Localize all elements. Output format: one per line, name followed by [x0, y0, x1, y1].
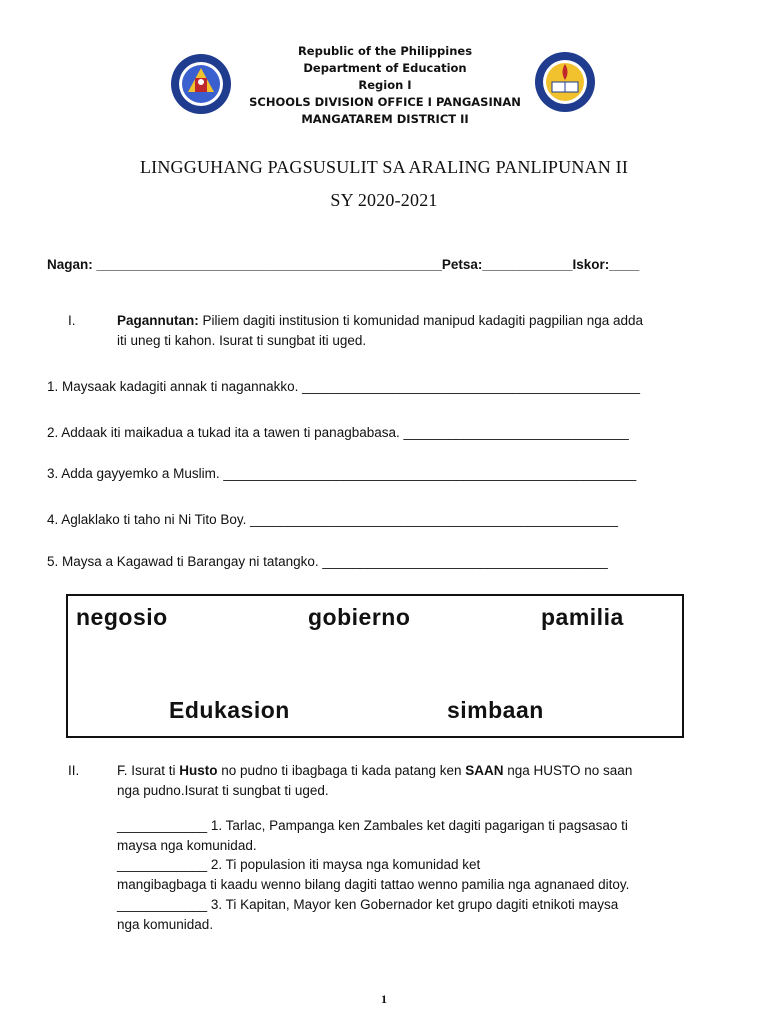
true-false-item-3[interactable]	[117, 895, 717, 935]
header-republic: Republic of the Philippines	[297, 44, 473, 58]
question-item-3[interactable]: 3. Adda gayyemko a Muslim. _______________________________________________________	[47, 466, 637, 481]
tf1-line-a: ____________ 1. Tarlac, Pampanga ken Zambales ket dagiti pagarigan ti pagsasao ti	[117, 818, 628, 833]
true-false-item-1[interactable]	[117, 816, 717, 856]
choice-pamilia: pamilia	[541, 604, 624, 630]
question-item-1[interactable]: 1. Maysaak kadagiti annak ti nagannakko. _____________________________________________	[47, 379, 641, 394]
section1-numeral: I.	[68, 313, 76, 328]
tf2-line-a: ____________ 2. Ti populasion iti maysa nga komunidad ket	[117, 857, 481, 872]
section1-instruction-text-2: iti uneg ti kahon. Isurat ti sungbat iti uged.	[117, 333, 367, 348]
student-info-line[interactable]: Nagan: ______________________________________________Petsa:____________Iskor:____	[47, 257, 640, 272]
section1-instruction-text: Piliem dagiti institusion ti komunidad manipud kadagiti pagpilian nga adda	[198, 313, 644, 328]
page-number: 1	[381, 992, 387, 1006]
tf2-line-b: mangibagbaga ti kaadu wenno bilang dagiti tattao wenno pamilia nga agnanaed ditoy.	[117, 877, 630, 892]
section1-label: Pagannutan:	[117, 313, 199, 328]
section2-line2: nga pudno.Isurat ti sungbat ti uged.	[117, 783, 329, 798]
question-item-2[interactable]: 2. Addaak iti maikadua a tukad ita a tawen ti panagbabasa. ______________________________	[47, 425, 629, 440]
school-year: SY 2020-2021	[330, 190, 438, 210]
choice-edukasion: Edukasion	[169, 697, 290, 723]
choices-box	[66, 594, 684, 738]
section2-mid: no pudno ti ibagbaga ti kada patang ken	[217, 763, 466, 778]
section2-saan: SAAN	[465, 763, 504, 778]
section2-pre: F. Isurat ti	[117, 763, 180, 778]
section2-numeral: II.	[68, 763, 80, 778]
section2-instruction	[117, 761, 737, 801]
header-division: SCHOOLS DIVISION OFFICE I PANGASINAN	[249, 95, 521, 109]
header-department: Department of Education	[303, 61, 467, 75]
choice-gobierno: gobierno	[308, 604, 411, 630]
true-false-item-2[interactable]	[117, 855, 717, 895]
choice-simbaan: simbaan	[447, 697, 544, 723]
section2-husto: Husto	[179, 763, 218, 778]
page-title: LINGGUHANG PAGSUSULIT SA ARALING PANLIPUNAN II	[139, 157, 629, 177]
section1-instruction	[117, 311, 737, 351]
header-region: Region I	[358, 78, 412, 92]
tf3-line-b: nga komunidad.	[117, 917, 214, 932]
question-item-4[interactable]: 4. Aglaklako ti taho ni Ni Tito Boy. _________________________________________________	[47, 512, 619, 527]
tf1-line-b: maysa nga komunidad.	[117, 838, 257, 853]
header-district: MANGATAREM DISTRICT II	[301, 112, 469, 126]
tf3-line-a: ____________ 3. Ti Kapitan, Mayor ken Gobernador ket grupo dagiti etnikoti maysa	[117, 897, 619, 912]
section2-post: nga HUSTO no saan	[503, 763, 633, 778]
question-item-5[interactable]: 5. Maysa a Kagawad ti Barangay ni tatangko. ______________________________________	[47, 554, 608, 569]
choice-negosio: negosio	[76, 604, 168, 630]
